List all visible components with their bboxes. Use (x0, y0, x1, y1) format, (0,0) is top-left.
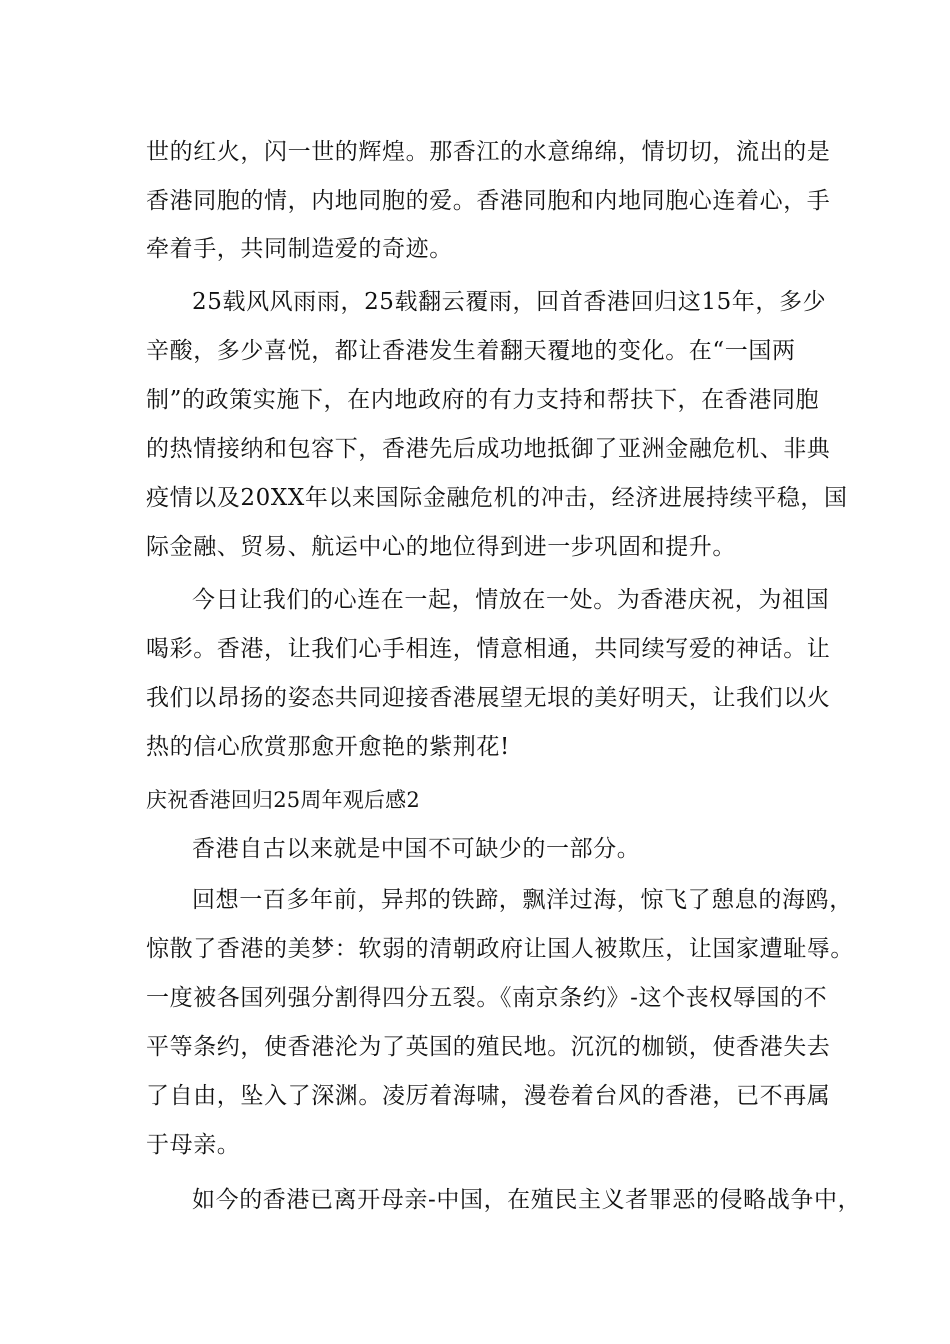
paragraph-first-line: 今日让我们的心连在一起，情放在一处。为香港庆祝，为祖国 (192, 587, 830, 613)
text-line: 喝彩。香港，让我们心手相连，情意相通，共同续写爱的神话。让 (146, 636, 831, 662)
text-line: 的热情接纳和包容下，香港先后成功地抵御了亚洲金融危机、非典 (146, 436, 831, 462)
paragraph-first-line: 回想一百多年前，异邦的铁蹄，飘洋过海，惊飞了憩息的海鸥， (192, 887, 853, 913)
text-line: 于母亲。 (146, 1132, 241, 1158)
text-line: 世的红火，闪一世的辉煌。那香江的水意绵绵，情切切，流出的是 (146, 139, 831, 165)
paragraph-first-line: 如今的香港已离开母亲-中国，在殖民主义者罪恶的侵略战争中， (192, 1187, 862, 1213)
paragraph-first-line: 香港自古以来就是中国不可缺少的一部分。 (192, 836, 641, 862)
text-line: 平等条约，使香港沦为了英国的殖民地。沉沉的枷锁，使香港失去 (146, 1034, 831, 1060)
text-line: 制”的政策实施下，在内地政府的有力支持和帮扶下，在香港同胞 (146, 387, 820, 413)
text-line: 惊散了香港的美梦：软弱的清朝政府让国人被欺压，让国家遭耻辱。 (146, 936, 854, 962)
text-line: 我们以昂扬的姿态共同迎接香港展望无垠的美好明天，让我们以火 (146, 685, 831, 711)
text-line: 疫情以及20XX年以来国际金融危机的冲击，经济进展持续平稳，国 (146, 485, 848, 511)
text-line: 热的信心欣赏那愈开愈艳的紫荆花! (146, 734, 510, 760)
text-line: 牵着手，共同制造爱的奇迹。 (146, 236, 453, 262)
text-line: 了自由，坠入了深渊。凌厉着海啸，漫卷着台风的香港，已不再属 (146, 1083, 831, 1109)
text-line: 辛酸，多少喜悦，都让香港发生着翻天覆地的变化。在“一国两 (146, 338, 796, 364)
paragraph-first-line: 25载风风雨雨，25载翻云覆雨，回首香港回归这15年，多少 (192, 289, 827, 315)
text-line: 际金融、贸易、航运中心的地位得到进一步巩固和提升。 (146, 534, 736, 560)
section-heading: 庆祝香港回归25周年观后感2 (146, 788, 420, 812)
text-line: 一度被各国列强分割得四分五裂。《南京条约》-这个丧权辱国的不 (146, 985, 828, 1011)
text-line: 香港同胞的情，内地同胞的爱。香港同胞和内地同胞心连着心，手 (146, 188, 831, 214)
